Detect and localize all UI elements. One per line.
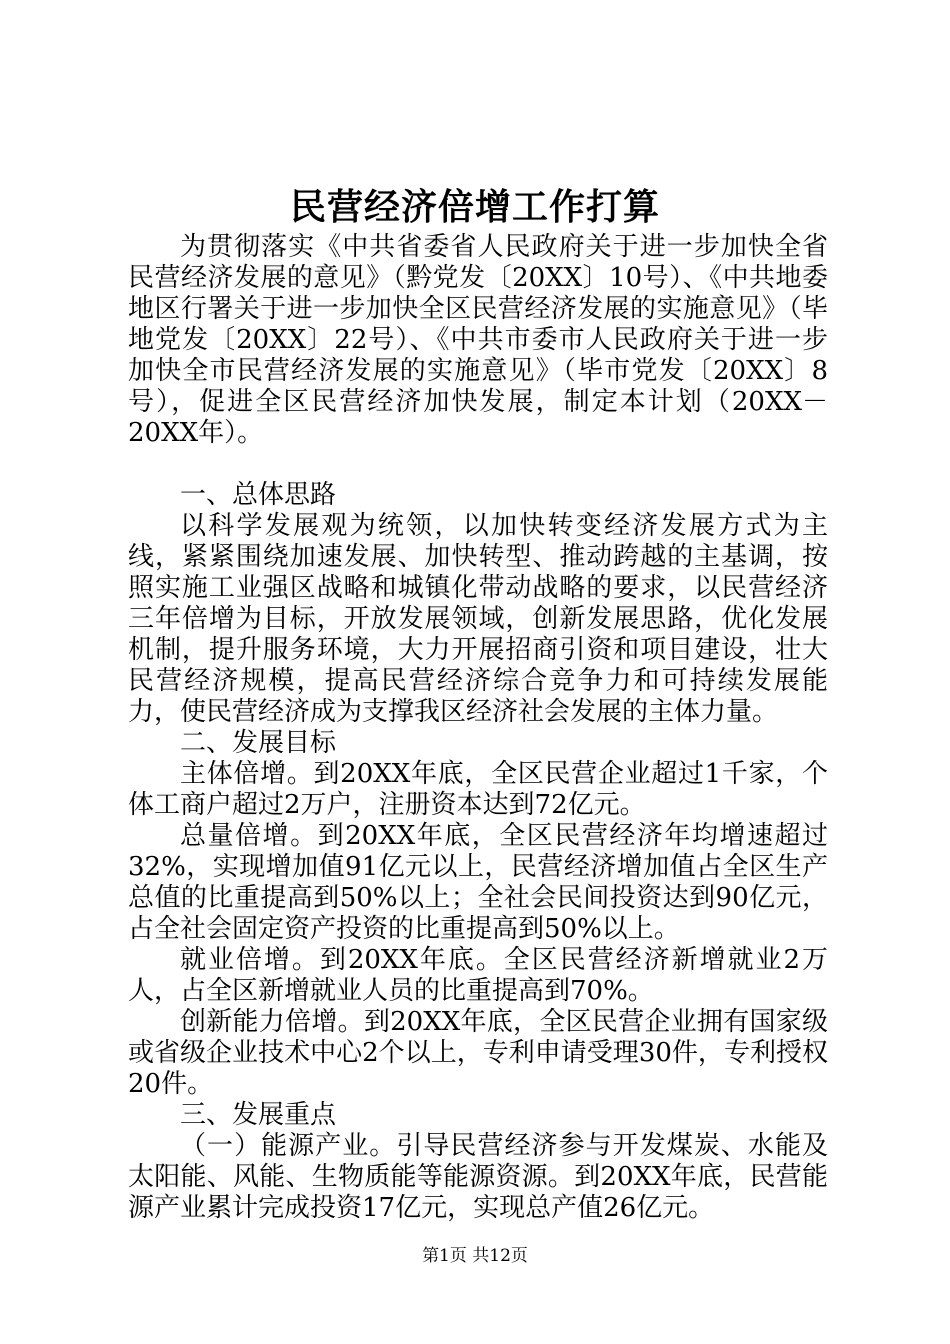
section-heading-overall-approach: 一、总体思路: [180, 480, 337, 510]
goal-employment-paragraph: 就业倍增。到20XX年底。全区民营经济新增就业2万人，占全区新增就业人员的比重提高到70%。: [128, 945, 828, 1006]
focus-energy-paragraph: （一）能源产业。引导民营经济参与开发煤炭、水能及太阳能、风能、生物质能等能源资源。到20XX年底，民营能源产业累计完成投资17亿元，实现总产值26亿元。: [128, 1131, 828, 1223]
section-heading-development-goals: 二、发展目标: [180, 728, 337, 758]
overall-approach-paragraph: 以科学发展观为统领，以加快转变经济发展方式为主线，紧紧围绕加速发展、加快转型、推动跨越的主基调，按照实施工业强区战略和城镇化带动战略的要求，以民营经济三年倍增为目标，开放发展领域，创新发展思路，优化发展机制，提升服务环境，大力开展招商引资和项目建设，壮大民营经济规模，提高民营经济综合竞争力和可持续发展能力，使民营经济成为支撑我区经济社会发展的主体力量。: [128, 511, 828, 727]
intro-paragraph: 为贯彻落实《中共省委省人民政府关于进一步加快全省民营经济发展的意见》（黔党发〔20XX〕10号）、《中共地委地区行署关于进一步加快全区民营经济发展的实施意见》（毕地党发〔20XX〕22号）、《中共市委市人民政府关于进一步加快全市民营经济发展的实施意见》（毕市党发〔20XX〕8号），促进全区民营经济加快发展，制定本计划（20XX－20XX年）。: [128, 232, 828, 448]
document-title: 民营经济倍增工作打算: [289, 186, 660, 228]
goal-total-paragraph: 总量倍增。到20XX年底，全区民营经济年均增速超过32%，实现增加值91亿元以上，民营经济增加值占全区生产总值的比重提高到50%以上；全社会民间投资达到90亿元，占全社会固定资产投资的比重提高到50%以上。: [128, 821, 828, 944]
paragraph-spacer: [128, 449, 828, 480]
goal-subject-paragraph: 主体倍增。到20XX年底，全区民营企业超过1千家，个体工商户超过2万户，注册资本达到72亿元。: [128, 759, 828, 820]
section-heading-development-focus: 三、发展重点: [180, 1100, 337, 1130]
goal-innovation-paragraph: 创新能力倍增。到20XX年底，全区民营企业拥有国家级或省级企业技术中心2个以上，专利申请受理30件，专利授权20件。: [128, 1007, 828, 1099]
document-body: [128, 232, 828, 1224]
page-footer: 第1页 共12页: [422, 1246, 528, 1266]
